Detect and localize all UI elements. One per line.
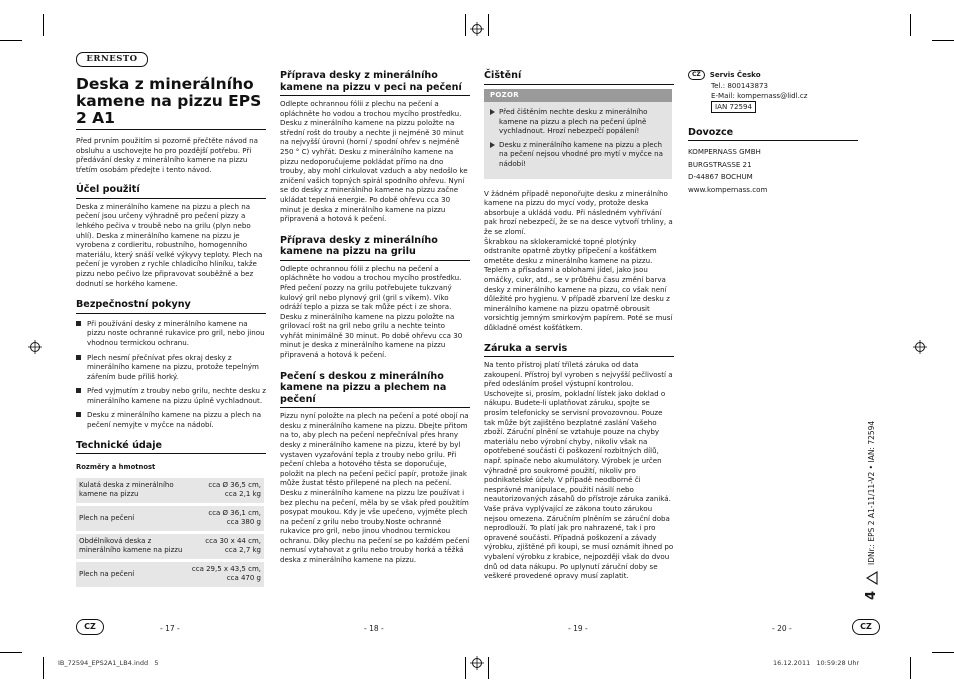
ian-box: IAN 72594: [711, 101, 756, 113]
importer-line: www.kompernass.com: [688, 184, 768, 194]
value-line: cca 2,7 kg: [224, 546, 261, 555]
safety-list: [76, 319, 266, 430]
service-title: Servis Česko: [709, 70, 761, 80]
value-line: cca Ø 36,1 cm,: [208, 508, 261, 517]
list-item: [490, 107, 666, 136]
dimensions-table: [76, 475, 264, 590]
table-row: [76, 534, 264, 559]
table-cell: Kulatá deska z minerálního kamene na pizzu: [76, 478, 188, 503]
list-item-text: Před vyjmutím z trouby nebo grilu, nechte desku z minerálního kamene na pizzu úplně vychladnout.: [87, 386, 266, 405]
importer-line: D-44867 BOCHUM: [688, 172, 753, 182]
timestamp: 16.12.2011 10:59:28 Uhr: [773, 659, 860, 667]
importer-line: BURGSTRASSE 21: [688, 159, 752, 169]
list-item-text: Plech nesmí přečnívat přes okraj desky z minerálního kamene na pizzu, protože tepelným zářením bude příliš horký.: [87, 352, 259, 381]
usage-text: Deska z minerálního kamene na pizzu a plech na pečení jsou určeny výhradně pro pečení pizzy a lehkého pečiva v troubě nebo na grilu (plyn nebo uhlí). Deska z minerálního kamene na pizzu je vyrobena z cordieritu, robustního, homogenního materiálu, který snáší velké výkyvy teploty. Plech na pečení je vyroben z rychle chladicího hliníku, takže pizzu nebo pečivo lze připravovat souběžně a bez dodnutí se horkého kamene.: [76, 201, 263, 288]
list-item: [76, 353, 266, 382]
list-item: [490, 140, 666, 169]
safety-heading: Bezpečnostní pokyny: [76, 299, 266, 314]
tech-heading: Technické údaje: [76, 440, 266, 455]
value-line: cca 29,5 x 43,5 cm,: [191, 564, 261, 573]
list-item-text: Před čištěním nechte desku z minerálního kamene na pizzu a plech na pečení úplně vychladnout. Hrozí nebezpečí popálení!: [499, 107, 648, 136]
value-line: cca 380 g: [226, 518, 261, 527]
list-item-text: Desku z minerálního kamene na pizzu a plech na pečení nemyjte v myčce na nádobí.: [87, 410, 262, 430]
list-item: [76, 410, 266, 429]
grill-heading: Příprava desky z minerálního kamene na pizzu na grilu: [280, 235, 470, 261]
table-cell: Obdélníková deska z minerálního kamene na pizzu: [76, 534, 188, 559]
bullet-icon: [76, 321, 81, 326]
service-tel: Tel.: 800143873: [711, 81, 768, 90]
warning-list: [484, 102, 672, 179]
page-number: - 20 -: [772, 624, 792, 633]
list-item: [76, 319, 266, 348]
column-3: [484, 70, 674, 581]
side-id-text: IDNr.: EPS 2 A1-11/11-V2 • IAN: 72594: [867, 420, 876, 565]
column-2: [280, 70, 470, 565]
column-1: [76, 76, 266, 590]
oven-heading: Příprava desky z minerálního kamene na pizzu v peci na pečení: [280, 70, 470, 96]
brand-logo: [76, 52, 148, 67]
warranty-text: Na tento přístroj platí tříletá záruka od data zakoupení. Přístroj byl vyroben s nejvyšší pečlivostí a před odesláním prošel výstupní kontrolou. Uschovejte si, prosím, pokladní lístek jako doklad o nákupu. Budete-li uplatňovat záruku, spojte se prosím telefonicky se servisní provozovnou. Pouze tak může být zajištěno bezplatné zaslání Vašeho zboží. Záruční plnění se vztahuje pouze na chyby materiálu nebo výrobní chyby, nikoliv však na opotřebené součásti či poškození rozbitných dílů, např. spínače nebo akumulátory. Výrobek je určen výhradně pro soukromé použití, nikoliv pro podnikatelské účely. V případě neodborné či nesprávné manipulace, použití násilí nebo neautorizovaných zásahů do přístroje záruka zaniká. Vaše práva vyplývající ze zákona touto zárukou nejsou omezena. Záručním plněním se záruční doba neprodlouží. To platí jak pro nahrazené, tak i pro opravené součásti. Případná poškození a závady výrobku, zjištěné při koupi, se musí oznámit ihned po vybalení výrobku z krabice, nejpozději však do dvou dnů od data nákupu. Po uplynutí záruční doby se veškeré provedené opravy musí zaplatit.: [484, 360, 674, 581]
cleaning-heading: Čištění: [484, 70, 674, 85]
triangle-icon: [866, 571, 878, 585]
value-line: cca 30 x 44 cm,: [205, 536, 261, 545]
file-name: IB_72594_EPS2A1_LB4.indd 5: [58, 659, 159, 667]
importer-address: [688, 146, 858, 196]
warning-label: POZOR: [484, 89, 672, 103]
warning-box: [484, 89, 672, 179]
dims-subheading: Rozměry a hmotnost: [76, 463, 156, 472]
table-cell: Plech na pečení: [76, 562, 188, 587]
page-number: - 17 -: [160, 624, 180, 633]
list-item-text: Desku z minerálního kamene na pizzu a plech na pečení nejsou vhodné pro mytí v myčce na nádobí!: [499, 139, 664, 169]
bullet-icon: [76, 388, 81, 393]
usage-heading: Účel použití: [76, 184, 266, 199]
registration-mark-icon: [28, 340, 42, 354]
cz-badge-left: CZ: [76, 619, 104, 635]
value-line: cca 2,1 kg: [224, 490, 261, 499]
list-item-text: Při používání desky z minerálního kamene na pizzu noste ochranné rukavice pro gril, nebo jinou vhodnou termickou ochranu.: [87, 318, 265, 347]
table-row: [76, 562, 264, 587]
intro-text: Před prvním použitím si pozorně přečtěte návod na obsluhu a uschovejte ho pro pozdější potřebu. Při předávání desky z minerálního kamene na pizzu třetím osobám předejte i tento návod.: [76, 136, 259, 174]
bake-heading: Pečení s deskou z minerálního kamene na pizzu a plechem na pečení: [280, 371, 470, 409]
warranty-heading: Záruka a servis: [484, 343, 674, 358]
registration-mark-icon: [470, 656, 484, 670]
cleaning-text-2: Škrabkou na sklokeramické topné plotýnky odstraníte opatrně zbytky přípečení a košťátkem ometěte desku z minerálního kamene na pizzu. Teplem a přísadami a oblohami jídel, jako jsou omáčky, cukr, atd., se v průběhu času změní barva desky z minerálního kamene na pizzu, co však není důležité pro hygienu. V případě zbarvení lze desku z minerálního kamene na pizzu opatrně obrousit vorsichtig jemným smirkovým papírem. Poté se musí důkladně omést košťátkem.: [484, 236, 673, 332]
table-row: [76, 478, 264, 503]
page-number: - 19 -: [568, 624, 588, 633]
table-cell: [188, 478, 264, 503]
page-title: Deska z minerálního kamene na pizzu EPS 2 A1: [76, 75, 262, 127]
side-number: 4: [864, 590, 879, 600]
importer-heading: Dovozce: [688, 127, 858, 142]
value-line: cca 470 g: [226, 574, 261, 583]
grill-text: Odlepte ochrannou fólii z plechu na pečení a opláchněte ho vodou a trochou mycího prostředku. Před pečení pozzy na grilu potřebujete tukzvaný kulový gril nebo plynový gril (gril s víkem). Víko odráží teplo a pizza se tak může péct i ze shora. Desku z minerálního kamene na pizzu položte na grilovací rošt na gril nebo grilu a nechte teinto vyhřát minimálně 30 minut. Po době ohřevu cca 30 minut je deska z minerálního kamene na pizzu připravená a hotová k pečení.: [280, 263, 463, 360]
cz-badge-right: CZ: [852, 619, 880, 635]
registration-mark-icon: [913, 340, 927, 354]
table-cell: Plech na pečení: [76, 506, 188, 531]
list-item: [76, 386, 266, 405]
table-cell: [188, 506, 264, 531]
service-email: E-Mail: kompernass@lidl.cz: [711, 90, 808, 100]
cleaning-text-1: V žádném případě neponořujte desku z minerálního kamene na pizzu do mycí vody, protože deska absorbuje a ukládá vodu. Při následném vyhřívání pak hrozí nebezpečí, že se na desce vytvoří trhliny, a že se zlomí.: [484, 188, 673, 237]
logo-text: ERNESTO: [86, 54, 138, 64]
column-4: [688, 70, 858, 196]
cz-badge: CZ: [688, 70, 705, 80]
registration-mark-icon: [470, 22, 484, 36]
value-line: cca Ø 36,5 cm,: [208, 480, 261, 489]
bullet-icon: [76, 412, 81, 417]
table-cell: [188, 534, 264, 559]
table-cell: [188, 562, 264, 587]
side-identifier: [864, 400, 879, 600]
bullet-icon: [76, 355, 81, 360]
table-row: [76, 506, 264, 531]
service-block: [688, 70, 858, 113]
arrow-icon: [490, 109, 495, 115]
oven-text: Odlepte ochrannou fólii z plechu na pečení a opláchněte ho vodou a trochou mycího prostředku. Desku z minerálního kamene na pizzu položte na střední rošt do trouby a nechte ji nejméně 30 minut na nejvyšší úrovni (horní / spodní ohřev s nejméně 250 ° C) vyhřát. Desku z minerálního kamene na pizzu nedoporučujeme pokládat přímo na dno trouby, aby mohl cirkulovat vzduch a aby nedošlo ke zničení vašich topných spirál spodního ohřevu. Nyní se do desky z minerálního kamene na pizzu začne ukládat tepelná energie. Po době ohřevu cca 30 minut je deska z minerálního kamene na pizzu připravená a hotová k pečení.: [280, 99, 468, 224]
page-number: - 18 -: [364, 624, 384, 633]
arrow-icon: [490, 142, 495, 148]
bake-text: Pizzu nyní položte na plech na pečení a poté obojí na desku z minerálního kamene na pizzu. Dbejte přitom na to, aby plech na pečení nepřečníval přes hrany desky z minerálního kamene na pizzu, které by byl vystaven vyzařování tepla z trouby nebo grilu. Při pečení chleba a hotového těsta se doporučuje, položit na plech na pečení pečicí papír, protože jinak může žustat těsto přilepené na plech na pečení. Desku z minerálního kamene na pizzu lze používat i bez plechu na pečení, měla by se však před použitím posypat moukou. Kdy je vše upečeno, vyjměte plech na pečení z grilu nebo trouby.Noste ochranné rukavice pro gril, nebo jinou vhodnou termickou ochranu. Díky plechu na pečení se po každém pečení nemusí vytahovat z grilu nebo trouby horká a těžká deska z minerálního kamene na pizzu.: [280, 411, 470, 565]
importer-line: KOMPERNASS GMBH: [688, 147, 761, 157]
